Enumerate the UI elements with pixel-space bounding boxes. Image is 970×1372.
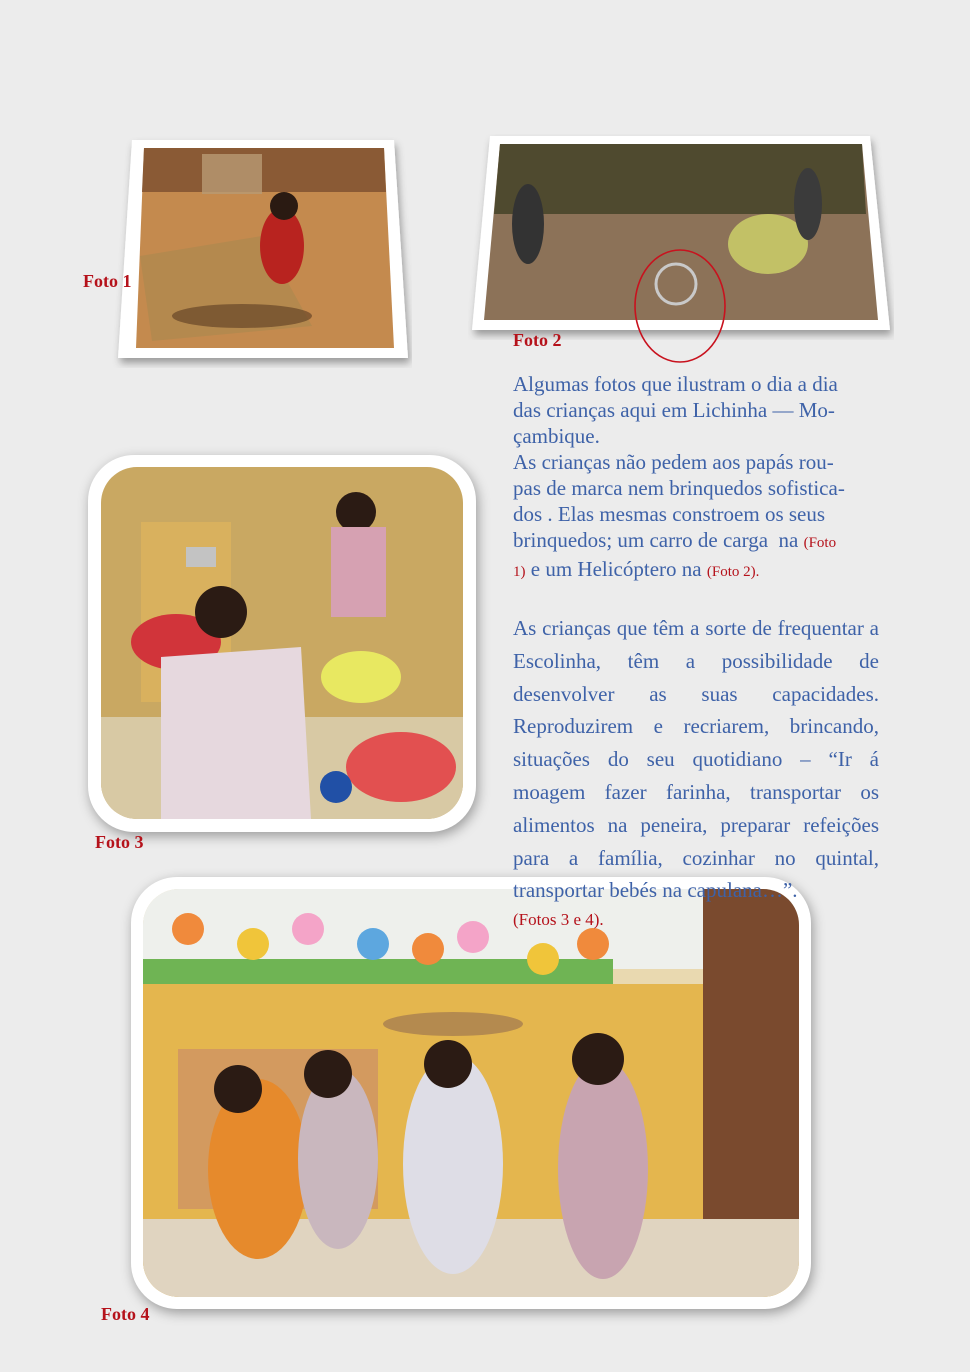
- photo-4-caption: Foto 4: [101, 1304, 150, 1324]
- intro-line: Algumas fotos que ilustram o dia a dia: [513, 372, 838, 396]
- photo-4-image: [143, 889, 799, 1297]
- intro-text: e um Helicóptero na: [525, 557, 707, 581]
- intro-line: çambique.: [513, 424, 600, 448]
- photo-2-caption: Foto 2: [513, 330, 562, 350]
- intro-paragraph: [513, 371, 883, 585]
- schooling-paragraph: [513, 612, 879, 933]
- photo-reference: (Foto: [803, 535, 837, 551]
- photo-1-frame: [112, 136, 412, 368]
- intro-line: pas de marca nem brinquedos sofistica-: [513, 476, 845, 500]
- intro-line: dos . Elas mesmas constroem os seus: [513, 502, 826, 526]
- photo-reference: (Foto 2).: [706, 564, 760, 580]
- schooling-text: As crianças que têm a sorte de frequentar a Escolinha, têm a possibilidade de desenvolver as suas capacidades. Reproduzirem e recriarem, brincando, situações do seu quotidiano – “Ir á moagem fazer farinha, transportar os alimentos na peneira, preparar refeições para a família, cozinhar no quintal, transportar bebés na capulana…”.: [513, 616, 879, 903]
- photo-reference: (Fotos 3 e 4).: [513, 910, 604, 930]
- photo-1-caption: Foto 1: [83, 271, 132, 291]
- photo-reference: 1): [513, 564, 526, 580]
- annotation-circle: [632, 247, 728, 365]
- photo-3-image: [101, 467, 463, 819]
- photo-3-caption: Foto 3: [95, 832, 144, 852]
- intro-text: brinquedos; um carro de carga na: [513, 528, 804, 552]
- intro-line: As crianças não pedem aos papás rou-: [513, 450, 834, 474]
- intro-line: das crianças aqui em Lichinha — Mo-: [513, 398, 835, 422]
- intro-line: [513, 527, 883, 556]
- intro-line: [513, 556, 883, 585]
